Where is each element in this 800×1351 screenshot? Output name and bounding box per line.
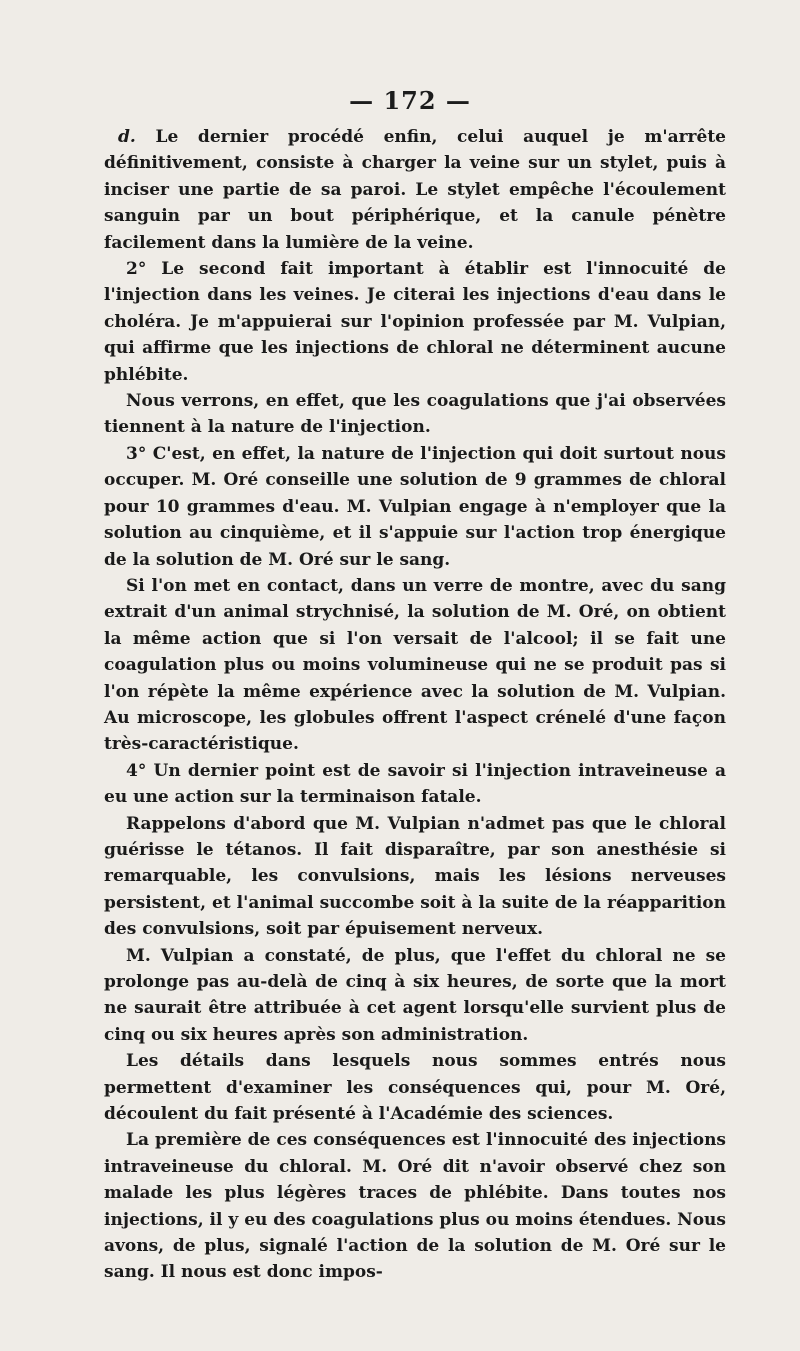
page-number: — 172 — [349,86,471,115]
paragraph: Si l'on met en contact, dans un verre de montre, avec du sang extrait d'un animal strychnisé, la solution de M. Oré, on obtient la même action que si l'on versait de l'alcool; il se fait une coagulation plus ou moins volumineuse qui ne se produit pas si l'on répète la même expérience avec la solution de M. Vulpian. Au microscope, les globules offrent l'aspect crénelé d'une façon très-caractéristique. [104,575,726,755]
body-text [104,124,726,1286]
paragraph-text: Le dernier procédé enfin, celui auquel je m'arrête définitivement, consiste à charger la veine sur un stylet, puis à inciser une partie de sa paroi. Le stylet empêche l'écoulement sanguin par un bout périphérique, et la canule pénètre facilement dans la lumière de la veine. [104,127,726,253]
paragraph: M. Vulpian a constaté, de plus, que l'effet du chloral ne se prolonge pas au-delà de cinq à six heures, de sorte que la mort ne saurait être attribuée à cet agent lorsqu'elle survient plus de cinq ou six heures après son administration. [104,945,726,1045]
paragraph: Les détails dans lesquels nous sommes entrés nous permettent d'examiner les conséquences qui, pour M. Oré, découlent du fait présenté à l'Académie des sciences. [104,1051,726,1125]
paragraph: La première de ces conséquences est l'innocuité des injections intraveineuse du chloral. M. Oré dit n'avoir observé chez son malade les plus légères traces de phlébite. Dans toutes nos injections, il y eu des coagulations plus ou moins étendues. Nous avons, de plus, signalé l'action de la solution de M. Oré sur le sang. Il nous est donc impos- [104,1130,726,1283]
paragraph: Rappelons d'abord que M. Vulpian n'admet pas que le chloral guérisse le tétanos. Il fait disparaître, par son anesthésie si remarquable, les convulsions, mais les lésions nerveuses persistent, et l'animal succombe soit à la suite de la réapparition des convulsions, soit par épuisement nerveux. [104,813,726,940]
paragraph: 3° C'est, en effet, la nature de l'injection qui doit surtout nous occuper. M. Oré conseille une solution de 9 grammes de chloral pour 10 grammes d'eau. M. Vulpian engage à n'employer que la solution au cinquième, et il s'appuie sur l'action trop énergique de la solution de M. Oré sur le sang. [104,443,726,570]
paragraph: Nous verrons, en effet, que les coagulations que j'ai observées tiennent à la nature de l'injection. [104,391,726,438]
paragraph [104,124,726,256]
paragraph: 2° Le second fait important à établir est l'innocuité de l'injection dans les veines. Je citerai les injections d'eau dans le choléra. Je m'appuierai sur l'opinion professée par M. Vulpian, qui affirme que les injections de chloral ne déterminent aucune phlébite. [104,259,726,385]
paragraph-lead: d. [118,127,136,147]
paragraph: 4° Un dernier point est de savoir si l'injection intraveineuse a eu une action sur la terminaison fatale. [104,760,726,808]
